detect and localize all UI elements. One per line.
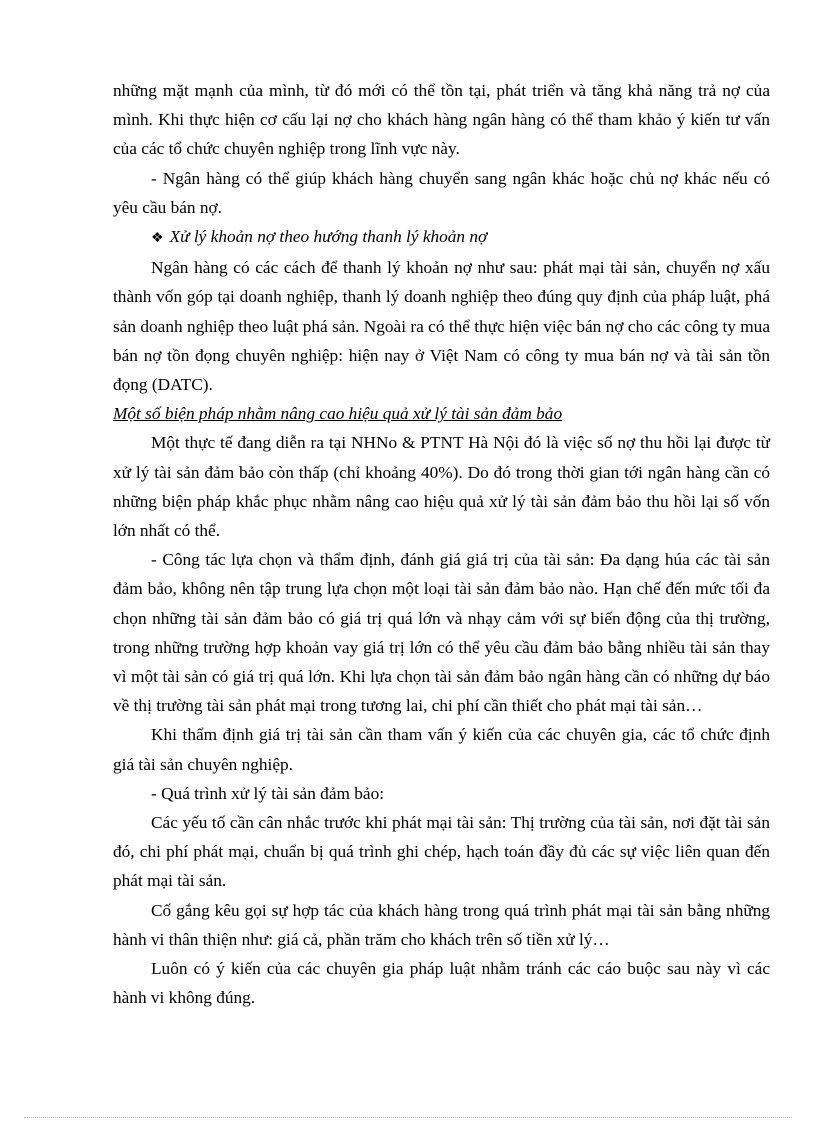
document-body xyxy=(113,76,770,1013)
paragraph-8: Các yếu tố cần cân nhắc trước khi phát mại tài sản: Thị trường của tài sản, nơi đặt tài sản đó, chi phí phát mại, chuẩn bị quá trình ghi chép, hạch toán đầy đủ các sự việc liên quan đến phát mại tài sản. xyxy=(113,813,770,891)
paragraph-9: Cố gắng kêu gọi sự hợp tác của khách hàng trong quá trình phát mại tài sản bằng những hành vi thân thiện như: giá cả, phần trăm cho khách trên số tiền xử lý… xyxy=(113,900,770,949)
paragraph-7: - Quá trình xử lý tài sản đảm bảo: xyxy=(151,783,385,803)
paragraph-3: Ngân hàng có các cách để thanh lý khoản nợ như sau: phát mại tài sản, chuyển nợ xấu thành vốn góp tại doanh nghiệp, thanh lý doanh nghiệp theo đúng quy định của pháp luật, phá sản doanh nghiệp theo luật phá sản. Ngoài ra có thể thực hiện việc bán nợ cho các công ty mua bán nợ tồn đọng chuyên nghiệp: hiện nay ở Việt Nam có công ty mua bán nợ và tài sản tồn đọng (DATC). xyxy=(113,258,770,395)
paragraph-4: Một thực tế đang diễn ra tại NHNo & PTNT Hà Nội đó là việc số nợ thu hồi lại được từ xử lý tài sản đảm bảo còn thấp (chỉ khoảng 40%). Do đó trong thời gian tới ngân hàng cần có những biện pháp khắc phục nhằm nâng cao hiệu quả xử lý tài sản đảm bảo thu hồi lại số vốn lớn nhất có thể. xyxy=(113,433,770,541)
paragraph-1: những mặt mạnh của mình, từ đó mới có thể tồn tại, phát triển và tăng khả năng trả nợ của mình. Khi thực hiện cơ cấu lại nợ cho khách hàng ngân hàng có thể tham khảo ý kiến tư vấn của các tổ chức chuyên nghiệp trong lĩnh vực này. xyxy=(113,81,770,159)
section-heading-liquidation xyxy=(113,222,770,253)
subsection-heading: Một số biện pháp nhằm nâng cao hiệu quả xử lý tài sản đảm bảo xyxy=(113,404,563,424)
diamond-bullet-icon: ❖ xyxy=(151,231,164,247)
page-bottom-divider xyxy=(24,1117,792,1118)
paragraph-6: Khi thẩm định giá trị tài sản cần tham vấn ý kiến của các chuyên gia, các tổ chức định giá tài sản chuyên nghiệp. xyxy=(113,725,770,774)
paragraph-2: - Ngân hàng có thể giúp khách hàng chuyển sang ngân khác hoặc chủ nợ khác nếu có yêu cầu bán nợ. xyxy=(113,168,770,217)
paragraph-5: - Công tác lựa chọn và thẩm định, đánh giá giá trị của tài sản: Đa dạng húa các tài sản đảm bảo, không nên tập trung lựa chọn một loại tài sản đảm bảo nào. Hạn chế đến mức tối đa chọn những tài sản đảm bảo có giá trị quá lớn và nhạy cảm với sự biến động của thị trường, trong những trường hợp khoản vay giá trị lớn có thể yêu cầu đảm bảo bằng nhiều tài sản thay vì một tài sản có giá trị quá lớn. Khi lựa chọn tài sản đảm bảo ngân hàng cần có những dự báo về thị trường tài sản phát mại trong tương lai, chi phí cần thiết cho phát mại tài sản… xyxy=(113,550,770,716)
section-heading-text: Xử lý khoản nợ theo hướng thanh lý khoản nợ xyxy=(169,227,488,247)
paragraph-10: Luôn có ý kiến của các chuyên gia pháp luật nhằm tránh các cáo buộc sau này vì các hành vi không đúng. xyxy=(113,959,770,1008)
